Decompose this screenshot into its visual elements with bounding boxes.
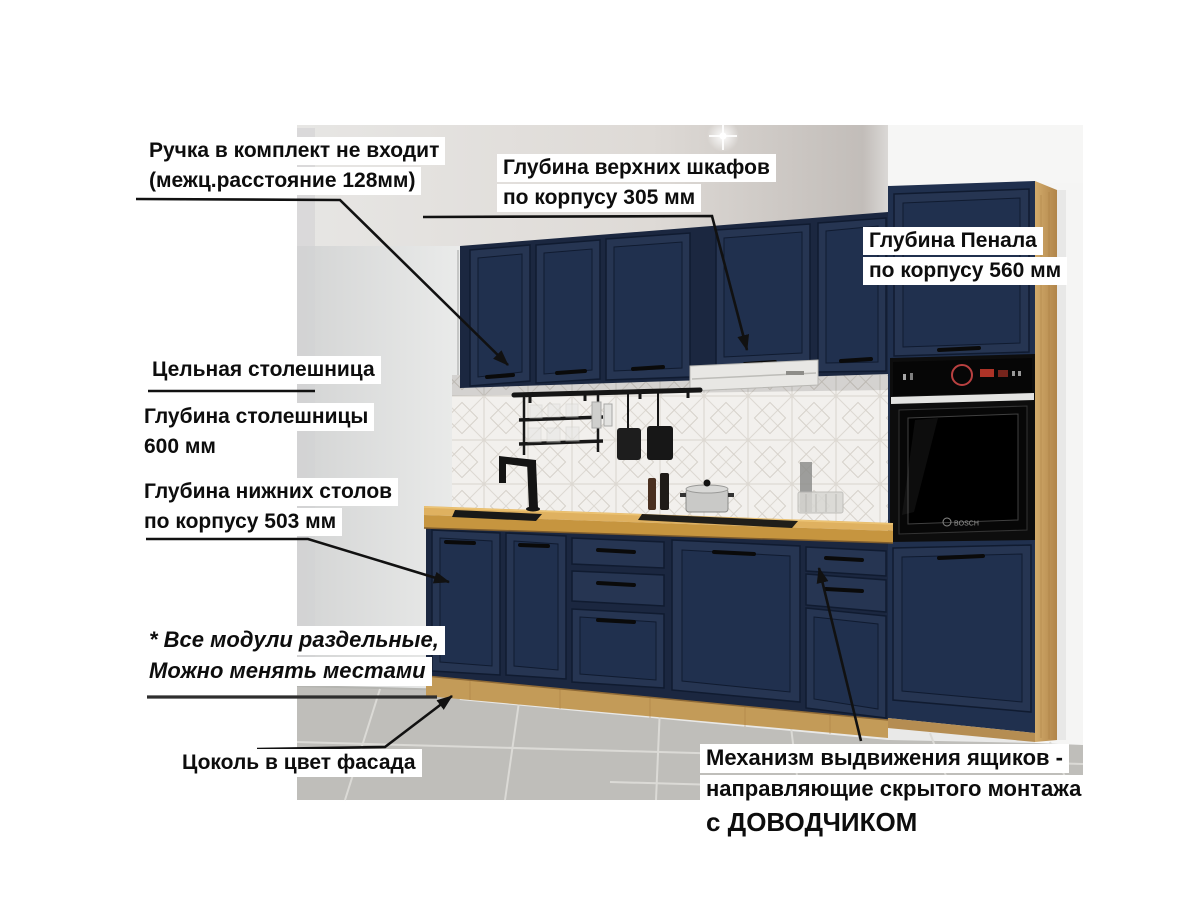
hanging-canister <box>592 402 601 428</box>
hanging-canister <box>604 404 612 426</box>
built-in-oven <box>890 354 1035 542</box>
upper-door-1 <box>470 245 530 386</box>
extractor-hood <box>690 360 818 391</box>
oven-brand-label: BOSCH <box>954 520 979 528</box>
upper-door-3 <box>606 233 690 380</box>
upper-door-4 <box>716 224 810 366</box>
label-tall-cabinet-depth: Глубина Пенала по корпусу 560 мм <box>863 227 1067 287</box>
drawer-stack <box>572 538 664 688</box>
upper-door-2 <box>536 240 600 383</box>
label-drawer-mechanism: Механизм выдвижения ящиков - направляющие скрытого монтажа с ДОВОДЧИКОМ <box>700 744 1087 841</box>
tall-cabinet-drawer <box>893 545 1031 712</box>
hanging-cup <box>617 428 641 460</box>
label-solid-countertop: Цельная столешница <box>146 356 381 386</box>
label-plinth-note: Цоколь в цвет фасада <box>176 749 422 779</box>
hanging-cup <box>647 426 673 460</box>
label-countertop-depth: Глубина столешницы 600 мм <box>138 403 374 463</box>
label-upper-cabinet-depth: Глубина верхних шкафов по корпусу 305 мм <box>497 154 776 214</box>
label-modules-note: * Все модули раздельные, Можно менять местами <box>143 626 445 688</box>
label-handle-note: Ручка в комплект не входит (межц.расстояние 128мм) <box>143 137 445 197</box>
base-wide-door <box>672 540 800 702</box>
label-base-cabinet-depth: Глубина нижних столов по корпусу 503 мм <box>138 478 398 538</box>
base-door-2 <box>506 533 566 679</box>
ceiling-spotlight <box>707 120 739 152</box>
